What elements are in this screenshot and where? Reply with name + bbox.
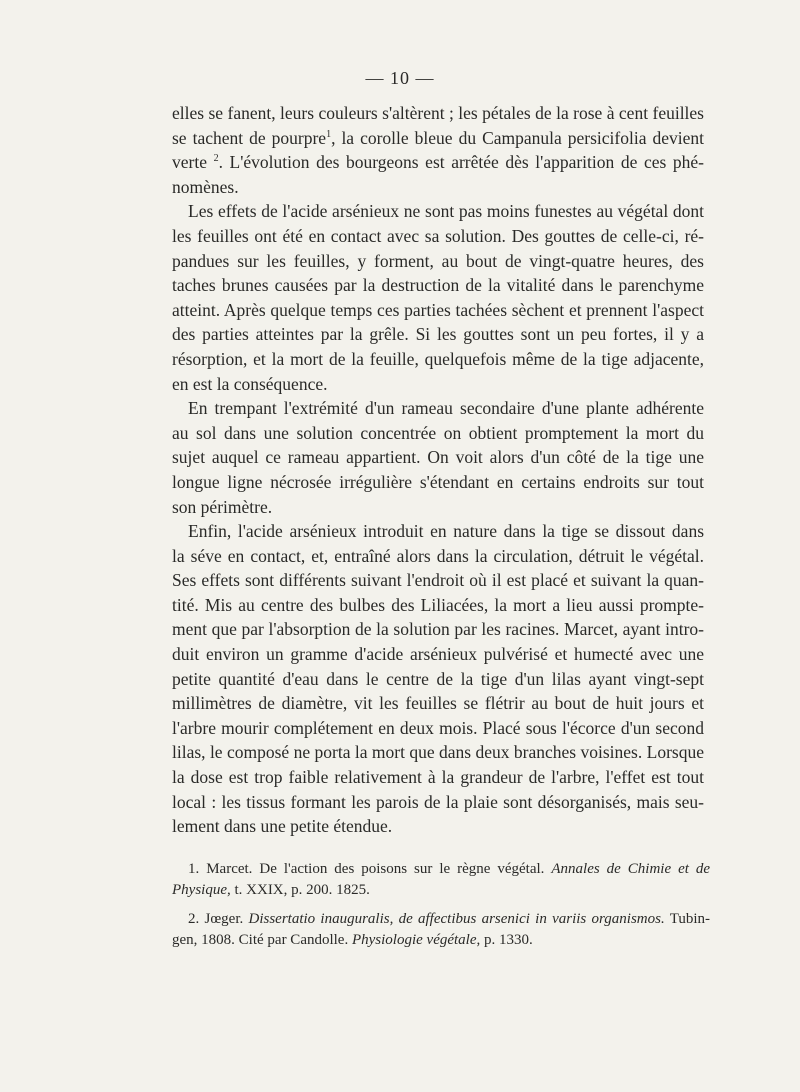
text-line: longue ligne nécrosée irrégulière s'étendant en certains endroits sur tout <box>172 471 704 492</box>
footnotes <box>172 859 710 951</box>
footnote-ref[interactable]: 1 <box>326 128 332 140</box>
text-line: tité. Mis au centre des bulbes des Liliacées, la mort a lieu aussi prompte- <box>172 594 704 615</box>
text-line: l'arbre mourir complétement en deux mois. Placé sous l'écorce d'un second <box>172 717 704 738</box>
text-line: en est la conséquence. <box>172 373 328 394</box>
text-line: Ses effets sont différents suivant l'endroit où il est placé et suivant la quan- <box>172 570 704 591</box>
text-line: taches brunes causées par la destruction de la vitalité dans le parenchyme <box>172 275 704 296</box>
footnote-2: 2. Jœger. Dissertatio inauguralis, de affectibus arsenici in variis organismos. Tubin- <box>188 911 710 927</box>
text-line: les feuilles ont été en contact avec sa solution. Des gouttes de celle-ci, ré- <box>172 225 704 246</box>
text-line: atteint. Après quelque temps ces parties tachées sèchent et prennent l'aspect <box>172 299 704 320</box>
footnote-1-cont: Physique, t. XXIX, p. 200. 1825. <box>172 882 370 898</box>
body-text <box>172 101 704 839</box>
text-line: résorption, et la mort de la feuille, quelquefois même de la tige adjacente, <box>172 348 704 369</box>
text-line: se tachent de pourpre$^1$, la corolle bleue du Campanula persicifolia devient <box>172 127 704 148</box>
text-line: elles se fanent, leurs couleurs s'altèrent ; les pétales de la rose à cent feuilles <box>172 103 704 123</box>
text-line: des parties atteintes par la grêle. Si les gouttes sont un peu fortes, il y a <box>172 324 704 345</box>
text-line: Enfin, l'acide arsénieux introduit en nature dans la tige se dissout dans <box>188 521 704 542</box>
text-line: la dose est trop faible relativement à la grandeur de l'arbre, l'effet est tout <box>172 767 704 788</box>
text-line: En trempant l'extrémité d'un rameau secondaire d'une plante adhérente <box>188 398 704 419</box>
footnote-ref[interactable]: 2 <box>213 153 219 165</box>
footnote-2-cont: gen, 1808. Cité par Candolle. Physiologie végétale, p. 1330. <box>172 932 533 948</box>
text-line: son périmètre. <box>172 496 273 517</box>
footnote-1: 1. Marcet. De l'action des poisons sur le règne végétal. Annales de Chimie et de <box>188 861 710 877</box>
text-line: la séve en contact, et, entraîné alors dans la circulation, détruit le végétal. <box>172 545 704 566</box>
text-line: local : les tissus formant les parois de la plaie sont désorganisés, mais seu- <box>172 791 704 812</box>
text-line: ment que par l'absorption de la solution par les racines. Marcet, ayant intro- <box>172 619 704 640</box>
text-line: petite quantité d'eau dans le centre de la tige d'un lilas ayant vingt-sept <box>172 668 704 689</box>
text-line: lilas, le composé ne porta la mort que dans deux branches voisines. Lorsque <box>172 742 704 763</box>
text-line: verte $^2$. L'évolution des bourgeons est arrêtée dès l'apparition de ces phé- <box>172 152 705 173</box>
text-line: au sol dans une solution concentrée on obtient promptement la mort du <box>172 422 704 443</box>
text-line: sujet auquel ce rameau appartient. On voit alors d'un côté de la tige une <box>172 447 704 468</box>
text-line: millimètres de diamètre, vit les feuilles se flétrir au bout de huit jours et <box>172 693 704 714</box>
text-line: nomènes. <box>172 176 239 197</box>
text-line: lement dans une petite étendue. <box>172 816 393 837</box>
text-line: pandues sur les feuilles, y forment, au bout de vingt-quatre heures, des <box>172 250 704 271</box>
text-line: duit environ un gramme d'acide arsénieux pulvérisé et humecté avec une <box>172 644 704 665</box>
page-number: — 10 — <box>365 68 435 88</box>
text-line: Les effets de l'acide arsénieux ne sont pas moins funestes au végétal dont <box>188 201 704 222</box>
